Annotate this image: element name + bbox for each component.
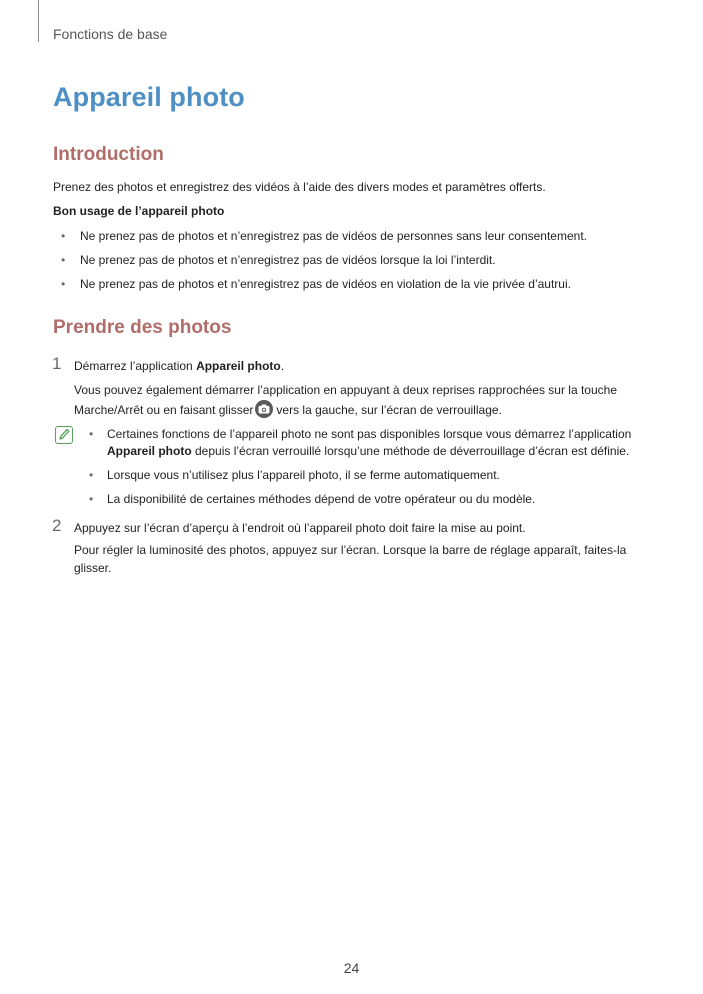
bullet-dot: • (61, 229, 66, 243)
note-bullet-2: Lorsque vous n’utilisez plus l’appareil photo, il se ferme automatiquement. (107, 468, 500, 482)
introduction-subheading: Bon usage de l’appareil photo (53, 204, 225, 218)
step-1-text (74, 357, 284, 375)
note-pencil-icon (55, 426, 73, 444)
step-2-text: Appuyez sur l’écran d’aperçu à l’endroit où l’appareil photo doit faire la mise au point. (74, 521, 526, 535)
camera-icon (255, 400, 273, 418)
step-1-detail-line-2-before: Marche/Arrêt ou en faisant glisser (74, 403, 254, 417)
step-1-text-after: . (280, 359, 285, 373)
bullet-dot: • (61, 277, 66, 291)
page-number: 24 (343, 960, 360, 976)
step-1-text-before: Démarrez l’application (74, 359, 197, 373)
taking-photos-heading: Prendre des photos (53, 317, 232, 338)
step-1-detail-line-1: Vous pouvez également démarrer l’application en appuyant à deux reprises rapprochées sur la touche (74, 383, 617, 397)
bullet-dot: • (89, 427, 94, 441)
note-app-name: Appareil photo (107, 444, 192, 458)
step-number-1: 1 (52, 354, 62, 373)
step-2-detail-line-1: Pour régler la luminosité des photos, appuyez sur l’écran. Lorsque la barre de réglage apparaît, faites-la (74, 543, 627, 557)
page-title: Appareil photo (53, 82, 245, 112)
step-number-2: 2 (52, 516, 62, 535)
intro-bullet-3: Ne prenez pas de photos et n’enregistrez pas de vidéos en violation de la vie privée d’autrui. (80, 277, 571, 291)
introduction-heading: Introduction (53, 144, 164, 165)
note-bullet-1-line-1: Certaines fonctions de l’appareil photo ne sont pas disponibles lorsque vous démarrez l’application (107, 427, 632, 441)
bullet-dot: • (61, 253, 66, 267)
intro-bullet-1: Ne prenez pas de photos et n’enregistrez pas de vidéos de personnes sans leur consentement. (80, 229, 587, 243)
introduction-text: Prenez des photos et enregistrez des vidéos à l’aide des divers modes et paramètres offerts. (53, 180, 546, 194)
step-2-detail-line-2: glisser. (74, 561, 112, 575)
step-1-detail-line-2 (74, 400, 502, 419)
note-bullet-1-line-2 (107, 442, 629, 460)
intro-bullet-2: Ne prenez pas de photos et n’enregistrez pas de vidéos lorsque la loi l’interdit. (80, 253, 496, 267)
header-divider (38, 0, 39, 42)
header-section-label: Fonctions de base (53, 26, 168, 42)
note-bullet-1-line-2-rest: depuis l’écran verrouillé lorsqu’une méthode de déverrouillage d’écran est définie. (191, 444, 630, 458)
note-bullet-3: La disponibilité de certaines méthodes dépend de votre opérateur ou du modèle. (107, 492, 536, 506)
step-1-detail-line-2-after: vers la gauche, sur l’écran de verrouillage. (276, 403, 502, 417)
step-1-app-name: Appareil photo (196, 359, 281, 373)
bullet-dot: • (89, 492, 94, 506)
bullet-dot: • (89, 468, 94, 482)
